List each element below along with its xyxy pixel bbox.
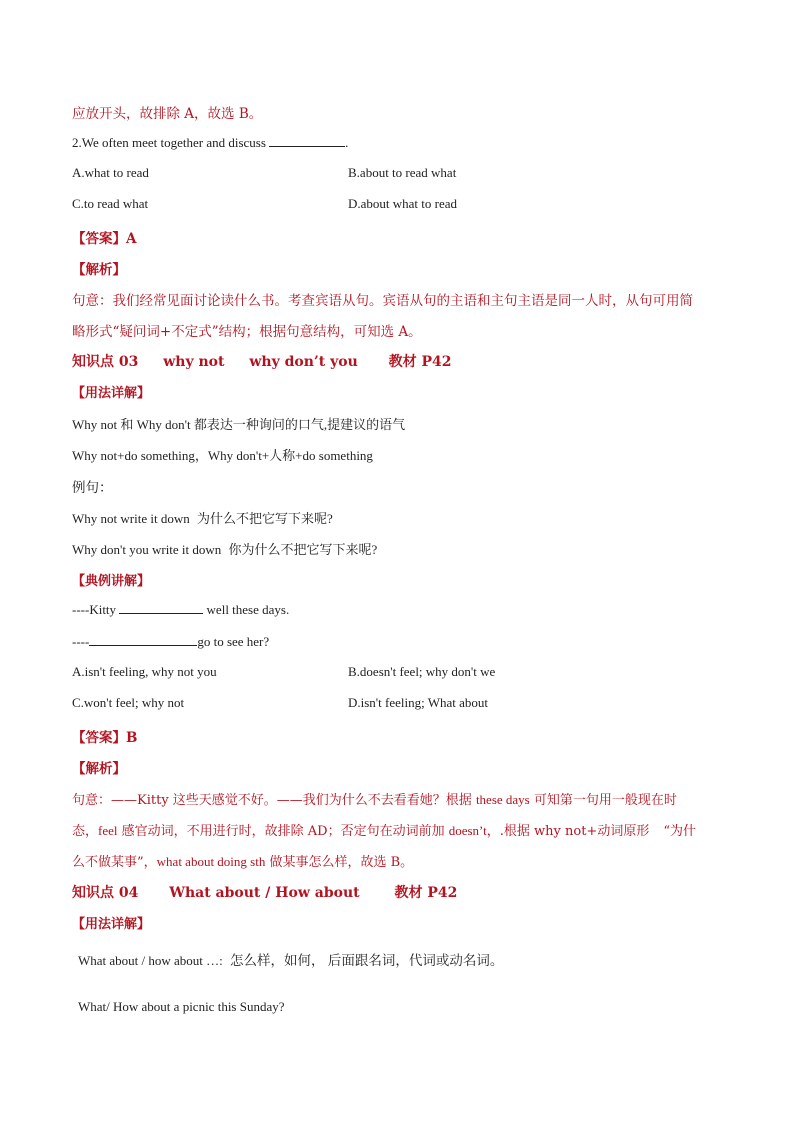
option-a: A.what to read <box>72 165 149 180</box>
dialog-prefix: ----Kitty <box>72 602 117 617</box>
usage-line: Why not+do something，Why don't+人称+do something <box>72 448 373 463</box>
analysis-text: ，.根据 why not+动词原形 <box>486 824 650 839</box>
usage-label: 【用法详解】 <box>72 386 151 401</box>
question-2-prefix: 2.We often meet together and discuss <box>72 135 266 150</box>
dialog-suffix: well these days. <box>206 602 290 617</box>
analysis-text: 可知第一句用一般现在时 <box>529 793 677 808</box>
answer-value: A <box>126 231 137 247</box>
option-c: C.to read what <box>72 196 149 211</box>
option-a: A.isn't feeling, why not you <box>72 664 217 679</box>
kp03-label: 知识点 03 <box>72 354 139 370</box>
kp04-label: 知识点 04 <box>72 885 139 901</box>
analysis-line <box>72 320 422 340</box>
analysis-term: what about doing sth <box>156 854 266 869</box>
question-2 <box>72 134 348 151</box>
analysis-text: 。 <box>408 324 422 340</box>
example-en: Why don't you write it down <box>72 542 222 557</box>
option-b: B.about to read what <box>348 165 457 180</box>
answer-value: B <box>126 730 138 746</box>
analysis-text: 做某事怎么样，故选 B。 <box>265 855 414 870</box>
analysis-text: 态， <box>72 824 99 839</box>
analysis-line: 句意：我们经常见面讨论读什么书。考查宾语从句。宾语从句的主语和主句主语是同一人时，从句可用简 <box>72 293 693 309</box>
typical-example-label: 【典例讲解】 <box>72 574 151 589</box>
analysis-line <box>72 820 696 839</box>
analysis-text: 句意：——Kitty 这些天感觉不好。——我们为什么不去看看她？根据 <box>72 793 476 808</box>
answer-blank <box>119 601 203 614</box>
analysis-term: feel <box>98 823 118 838</box>
question-2-suffix: . <box>345 135 349 150</box>
dialog-suffix: go to see her? <box>197 634 270 649</box>
usage-cn: 怎么样，如何， 后面跟名词，代词或动名词。 <box>230 953 504 968</box>
kp04-heading <box>72 882 457 902</box>
answer-label: 【答案】 <box>72 231 126 247</box>
answer-blank <box>269 134 345 147</box>
analysis-text: 感官动词，不用进行时，故排除 AD；否定句在动词前加 <box>117 824 449 839</box>
option-d: D.isn't feeling; What about <box>348 695 489 710</box>
analysis-label: 【解析】 <box>72 262 126 278</box>
analysis-text: 么不做某事”， <box>72 855 157 870</box>
example-sentence <box>72 539 377 558</box>
dialog-prefix: ---- <box>72 634 90 649</box>
example-en: Why not write it down <box>72 511 190 526</box>
kp03-phrase2: why don’t you <box>249 354 358 370</box>
usage-example: What/ How about a picnic this Sunday? <box>78 999 285 1014</box>
usage-line <box>78 949 503 969</box>
carryover-text: 应放开头，故排除 A，故选 B。 <box>72 106 263 122</box>
analysis-line <box>72 789 677 808</box>
example-cn: 为什么不把它写下来呢? <box>196 511 333 526</box>
analysis-term: doesn’t <box>448 823 487 838</box>
analysis-text: 略形式“疑问词+不定式”结构；根据句意结构，可知选 <box>72 324 399 340</box>
analysis-answer: A <box>398 324 409 340</box>
analysis-line <box>72 851 413 870</box>
usage-line: Why not 和 Why don't 都表达一种询问的口气,提建议的语气 <box>72 417 406 432</box>
analysis-text: “为什 <box>663 824 696 839</box>
analysis-term: these days <box>475 792 530 807</box>
option-d: D.about what to read <box>348 196 458 211</box>
analysis-label: 【解析】 <box>72 761 126 777</box>
kp04-textbook: 教材 P42 <box>394 885 458 901</box>
kp03-heading <box>72 351 452 371</box>
dialog-line <box>72 601 289 618</box>
answer-line <box>72 726 137 746</box>
example-label: 例句： <box>72 480 113 496</box>
example-cn: 你为什么不把它写下来呢? <box>228 542 378 557</box>
answer-blank <box>89 633 197 646</box>
example-sentence <box>72 508 333 527</box>
kp03-phrase1: why not <box>163 354 225 370</box>
dialog-line <box>72 633 269 650</box>
kp03-textbook: 教材 P42 <box>388 354 452 370</box>
usage-label: 【用法详解】 <box>72 917 151 932</box>
option-b: B.doesn't feel; why don't we <box>348 664 496 679</box>
usage-en: What about / how about …: <box>78 953 223 968</box>
option-c: C.won't feel; why not <box>72 695 185 710</box>
answer-label: 【答案】 <box>72 730 126 746</box>
answer-line <box>72 227 136 247</box>
kp04-phrase: What about / How about <box>169 885 360 901</box>
